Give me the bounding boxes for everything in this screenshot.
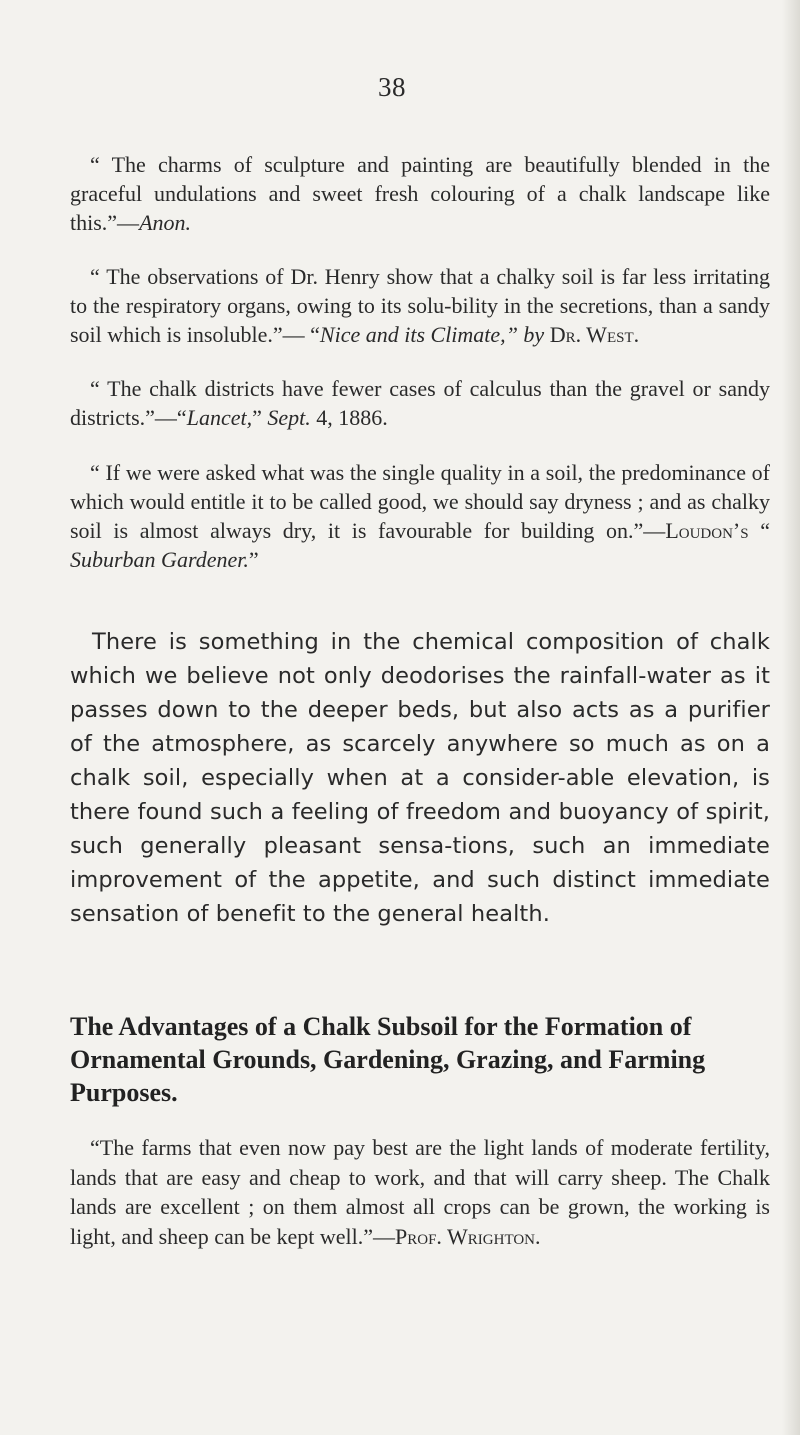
- quote-source-title: Suburban Gardener.: [70, 547, 249, 572]
- quote-source: Anon.: [139, 210, 192, 235]
- quote-source-title: Lancet,: [186, 405, 253, 430]
- page-number: 38: [378, 72, 406, 102]
- quote-source-open: “: [760, 518, 771, 543]
- body-paragraph: There is something in the chemical composition of chalk which we believe not only deodorises the rainfall-water as it passes down to the deeper beds, but also acts as a purifier of the atmosphere, as scarcely anywhere so much as on a chalk soil, especially when at a consider-able elevation, is there found such a feeling of freedom and buoyancy of spirit, such generally pleasant sensa-tions, such an immediate improvement of the appetite, and such distinct immediate sensation of benefit to the general health.: [70, 629, 770, 927]
- quote-text: “ The charms of sculpture and painting are beautifully blended in the graceful undulations and sweet fresh colouring of a chalk landscape like this.”—: [70, 152, 770, 235]
- quote-wrighton: [70, 1133, 770, 1251]
- quote-source-close: ”: [248, 547, 259, 572]
- quote-source-mid: ”: [252, 405, 262, 430]
- quote-dr-west: [70, 262, 770, 349]
- quote-anon: [70, 150, 770, 237]
- quote-text: “The farms that even now pay best are the light lands of moderate fertility, lands that are easy and cheap to work, and that will carry sheep. The Chalk lands are excellent ; on them almost all crops can be grown, the working is light, and sheep can be kept well.”—: [70, 1135, 770, 1249]
- quote-source-author: Dr. West.: [549, 322, 640, 347]
- quote-source-author: Prof. Wrighton.: [395, 1223, 541, 1249]
- quote-source-date-italic: Sept.: [267, 405, 311, 430]
- quote-lancet: [70, 374, 770, 432]
- quote-source-title: Nice and its Climate,: [319, 322, 506, 347]
- quote-text: “ The observations of Dr. Henry show that a chalky soil is far less irritating to the respiratory organs, owing to its solu-bility in the secretions, than a sandy soil which is insoluble.”— “: [70, 264, 770, 347]
- quote-loudon: [70, 458, 770, 574]
- quote-text: “ The chalk districts have fewer cases of calculus than the gravel or sandy districts.”—“: [70, 376, 770, 430]
- quote-text: “ If we were asked what was the single quality in a soil, the predominance of which would entitle it to be called good, we should say dryness ; and as chalky soil is almost always dry, it is favourable for building on.”—: [70, 460, 770, 543]
- quote-source-author: Loudon’s: [665, 518, 749, 543]
- quote-source-by: ” by: [505, 322, 545, 347]
- section-heading: The Advantages of a Chalk Subsoil for the Formation of Ornamental Grounds, Gardening, Grazing, and Farming Purposes.: [70, 1012, 706, 1107]
- page-edge-shadow: [782, 0, 800, 1435]
- quote-source-date: 4, 1886.: [316, 405, 388, 430]
